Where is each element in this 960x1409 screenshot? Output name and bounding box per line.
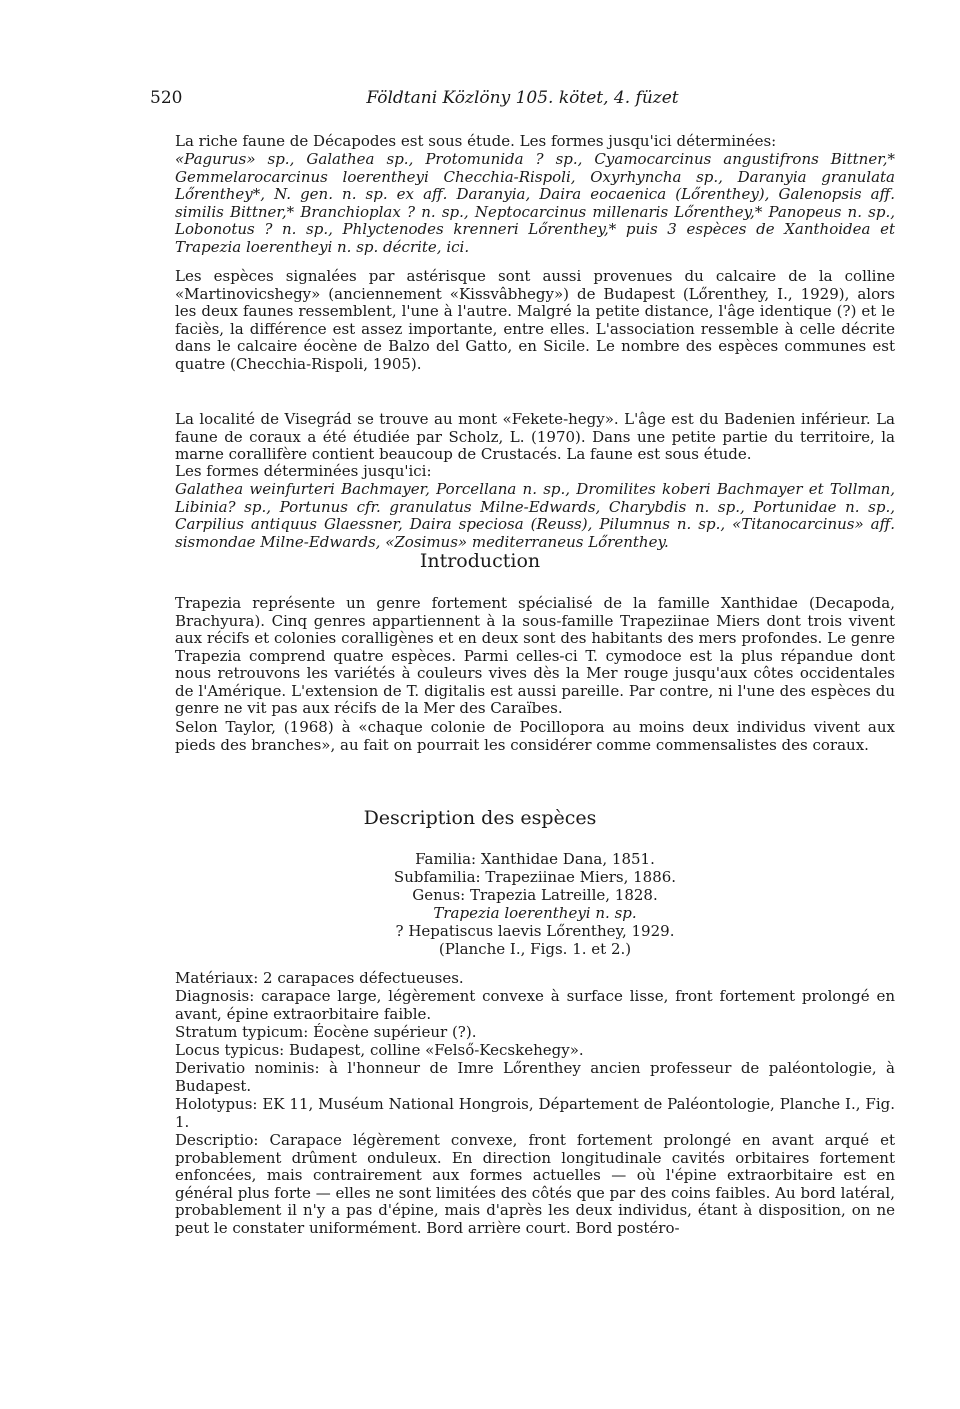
asterisk-paragraph: Les espèces signalées par astérisque sont aussi provenues du calcaire de la colline «Martinovicshegy» (anciennement «Kissvâbhegy») de Budapest (Lőrenthey, I., 1929), alors les deux faunes ressemblent, l'une à l'autre. Malgré la petite distance, l'âge identique (?) et le faciès, la différence est assez importante, entre elles. L'association ressemble à celle décrite dans le calcaire éocène de Balzo del Gatto, en Sicile. Le nombre des espèces communes est quatre (Checchia-Rispoli, 1905). xyxy=(175,267,895,373)
faune-species-list: «Pagurus» sp., Galathea sp., Protomunida ? sp., Cyamocarcinus angustifrons Bittner,* Gemmelarocarcinus loerentheyi Checchia-Rispoli, Oxyrhyncha sp., Daranyia granulata Lőrenthey*, N. gen. n. sp. ex aff. Daranyia, Daira eocaenica (Lőrenthey), Galenopsis aff. similis Bittner,* Branchioplax ? n. sp., Neptocarcinus millenaris Lőrenthey,* Panopeus n. sp., Lobonotus ? n. sp., Phlyctenodes krenneri Lőrenthey,* puis 3 espèces de Xanthoidea et Trapezia loerentheyi n. sp. décrite, ici. xyxy=(175,150,895,256)
taxo-plate-reference: (Planche I., Figs. 1. et 2.) xyxy=(438,940,632,958)
taxo-familia: Familia: Xanthidae Dana, 1851. xyxy=(415,850,655,868)
taxo-subfamilia: Subfamilia: Trapeziinae Miers, 1886. xyxy=(393,868,677,886)
description-heading: Description des espèces xyxy=(363,807,597,829)
introduction-paragraph-2: Selon Taylor, (1968) à «chaque colonie de Pocillopora au moins deux individus vivent aux pieds des branches», au fait on pourrait les considérer comme commensalistes des coraux. xyxy=(175,718,895,754)
page-number: 520 xyxy=(150,88,183,108)
holotypus-entry: Holotypus: EK 11, Muséum National Hongrois, Département de Paléontologie, Planche I., Fig. 1. xyxy=(175,1095,895,1131)
formes-intro-line: Les formes déterminées jusqu'ici: xyxy=(175,462,432,480)
visegrad-paragraph: La localité de Visegrád se trouve au mont «Fekete-hegy». L'âge est du Badenien inférieur. La faune de coraux a été étudiée par Scholz, L. (1970). Dans une petite partie du territoire, la marne corallifère contient beaucoup de Crustacés. La faune est sous étude. xyxy=(175,410,895,463)
derivatio-entry: Derivatio nominis: à l'honneur de Imre Lőrenthey ancien professeur de paléontologie, à Budapest. xyxy=(175,1059,895,1095)
running-header xyxy=(150,88,895,114)
introduction-heading: Introduction xyxy=(419,550,541,572)
journal-title: Földtani Közlöny 105. kötet, 4. füzet xyxy=(366,88,679,108)
descriptio-entry: Descriptio: Carapace légèrement convexe, front fortement prolongé en avant arqué et probablement drûment onduleux. En direction longitudinale cavités orbitaires fortement enfoncées, mais contrairement aux formes actuelles — où l'épine extraorbitaire est en général plus forte — elles ne sont limitées des côtés que par des coins faibles. Au bord latéral, probablement il n'y a pas d'épine, mais d'après les deux individus, étant à disposition, on ne peut le constater uniformément. Bord arrière court. Bord postéro- xyxy=(175,1131,895,1237)
faune-intro-line: La riche faune de Décapodes est sous étude. Les formes jusqu'ici déterminées: xyxy=(175,132,777,150)
diagnosis-entry: Diagnosis: carapace large, légèrement convexe à surface lisse, front fortement prolongé en avant, épine extraorbitaire faible. xyxy=(175,987,895,1023)
stratum-entry: Stratum typicum: Éocène supérieur (?). xyxy=(175,1023,477,1041)
materiaux-entry: Matériaux: 2 carapaces défectueuses. xyxy=(175,969,464,987)
taxo-synonym: ? Hepatiscus laevis Lőrenthey, 1929. xyxy=(395,922,675,940)
taxo-genus: Genus: Trapezia Latreille, 1828. xyxy=(412,886,658,904)
locus-entry: Locus typicus: Budapest, colline «Felső-Kecskehegy». xyxy=(175,1041,584,1059)
taxo-species: Trapezia loerentheyi n. sp. xyxy=(433,904,637,922)
introduction-paragraph-1: Trapezia représente un genre fortement spécialisé de la famille Xanthidae (Decapoda, Brachyura). Cinq genres appartiennent à la sous-famille Trapeziinae Miers dont trois vivent aux récifs et colonies coralligènes et en deux sont des habitants des mers profondes. Le genre Trapezia comprend quatre espèces. Parmi celles-ci T. cymodoce est la plus répandue dont nous retrouvons les variétés à couleurs vives dès la Mer rouge jusqu'aux côtes occidentales de l'Amérique. L'extension de T. digitalis est aussi pareille. Par contre, ni l'une des espèces du genre ne vit pas aux récifs de la Mer des Caraïbes. xyxy=(175,594,895,717)
formes-species-list: Galathea weinfurteri Bachmayer, Porcellana n. sp., Dromilites koberi Bachmayer et Tollman, Libinia? sp., Portunus cfr. granulatus Milne-Edwards, Charybdis n. sp., Portunidae n. sp., Carpilius antiquus Glaessner, Daira speciosa (Reuss), Pilumnus n. sp., «Titanocarcinus» aff. sismondae Milne-Edwards, «Zosimus» mediterraneus Lőrenthey. xyxy=(175,480,895,551)
